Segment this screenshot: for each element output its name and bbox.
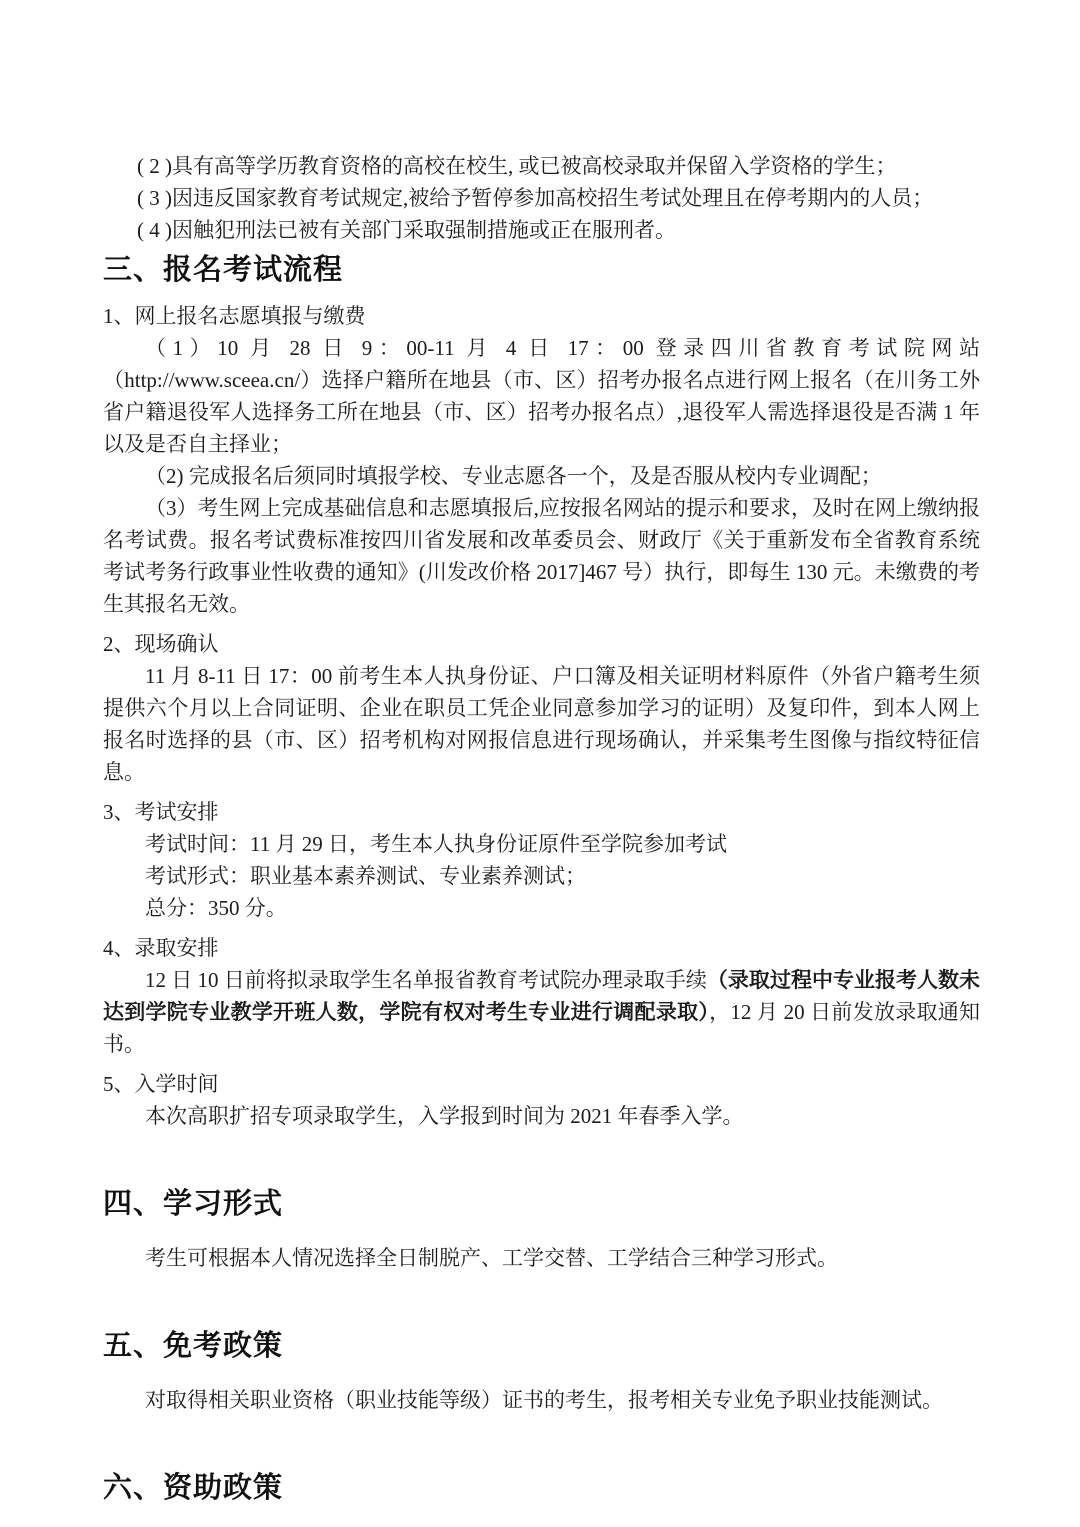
subsection-title-exam-schedule: 3、考试安排	[103, 800, 219, 824]
document-content	[103, 150, 980, 1526]
paragraph-signup-step1: （1）10 月 28 日 9：00-11 月 4 日 17：00 登录四川省教育考试院网站（http://www.sceea.cn/）选择户籍所在地县（市、区）招考办报名点进行网上报名（在川务工外省户籍退役军人选择务工所在地县（市、区）招考办报名点）,退役军人需选择退役是否满 1 年以及是否自主择业；	[103, 336, 980, 456]
exam-total-score-line: 总分：350 分。	[145, 896, 287, 920]
exam-format-line: 考试形式：职业基本素养测试、专业素养测试；	[145, 864, 586, 888]
subsection-title-enrollment-time: 5、入学时间	[103, 1072, 219, 1096]
paragraph-signup-step2: （2) 完成报名后须同时填报学校、专业志愿各一个，及是否服从校内专业调配；	[145, 464, 882, 488]
paragraph-onsite-confirm: 11 月 8-11 日 17：00 前考生本人执身份证、户口簿及相关证明材料原件（外省户籍考生须提供六个月以上合同证明、企业在职员工凭企业同意参加学习的证明）及复印件，到本人网上报名时选择的县（市、区）招考机构对网报信息进行现场确认，并采集考生图像与指纹特征信息。	[103, 664, 980, 784]
admission-bold-note: （录取过程中专业报考人数未达到学院专业教学开班人数，学院有权对考生专业进行调配录取）	[103, 968, 980, 1024]
paragraph-signup-step3: （3）考生网上完成基础信息和志愿填报后,应按报名网站的提示和要求，及时在网上缴纳报名考试费。报名考试费标准按四川省发展和改革委员会、财政厅《关于重新发布全省教育系统考试考务行政事业性收费的通知》(川发改价格 2017]467 号）执行，即每生 130 元。未缴费的考生其报名无效。	[103, 496, 980, 616]
section-heading-exemption-policy: 五、免考政策	[103, 1330, 284, 1362]
eligibility-item-2: ( 2 )具有高等学历教育资格的高校在校生, 或已被高校录取并保留入学资格的学生；	[137, 154, 897, 178]
paragraph-study-form: 考生可根据本人情况选择全日制脱产、工学交替、工学结合三种学习形式。	[145, 1246, 838, 1270]
paragraph-exemption-policy: 对取得相关职业资格（职业技能等级）证书的考生，报考相关专业免予职业技能测试。	[145, 1388, 943, 1412]
admission-lead-text: 12 日 10 日前将拟录取学生名单报省教育考试院办理录取手续	[145, 968, 707, 992]
paragraph-enrollment-time: 本次高职扩招专项录取学生，入学报到时间为 2021 年春季入学。	[145, 1104, 744, 1128]
admission-tail-text: ，12 月 20 日前发放录取通知书。	[103, 1000, 981, 1056]
exam-time-line: 考试时间：11 月 29 日，考生本人执身份证原件至学院参加考试	[145, 832, 727, 856]
eligibility-item-3: ( 3 )因违反国家教育考试规定,被给予暂停参加高校招生考试处理且在停考期内的人员；	[137, 186, 934, 210]
section-heading-registration-process: 三、报名考试流程	[103, 254, 344, 286]
paragraph-admission	[103, 964, 980, 1060]
eligibility-item-4: ( 4 )因触犯刑法已被有关部门采取强制措施或正在服刑者。	[137, 218, 676, 242]
section-heading-funding-policy: 六、资助政策	[103, 1472, 284, 1504]
section-heading-study-form: 四、学习形式	[103, 1188, 284, 1220]
subsection-title-admission: 4、录取安排	[103, 936, 219, 960]
subsection-title-online-signup: 1、网上报名志愿填报与缴费	[103, 304, 366, 328]
subsection-title-onsite-confirm: 2、现场确认	[103, 632, 219, 656]
